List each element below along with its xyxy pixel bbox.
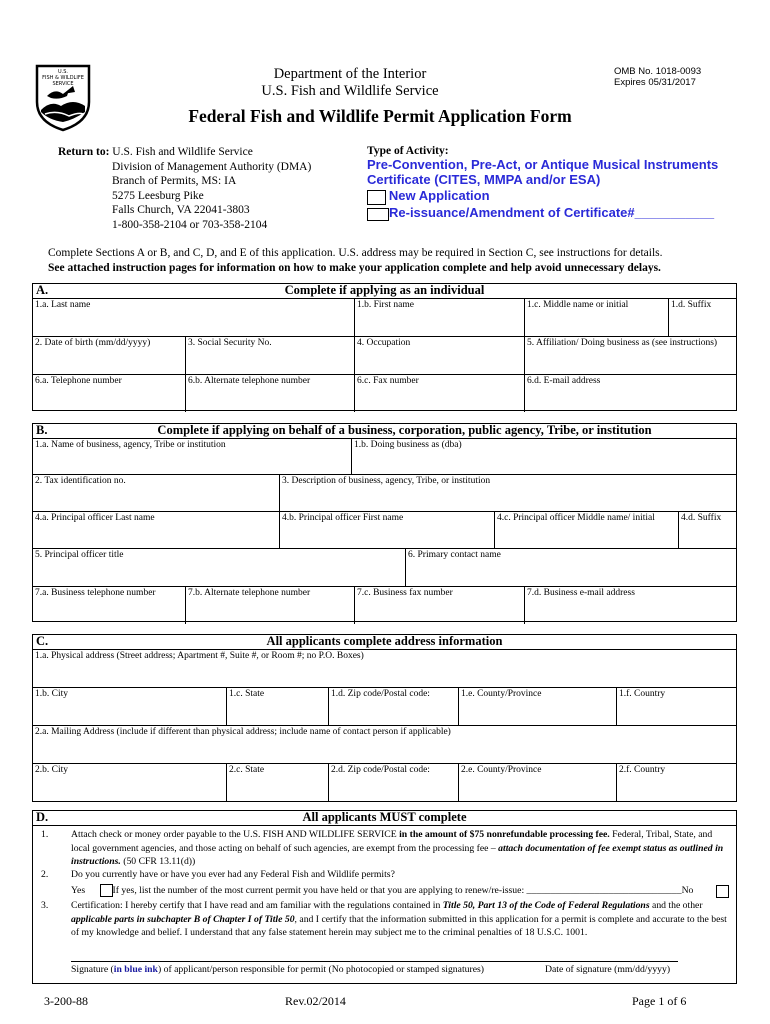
- cert-text-d: applicable parts in subchapter B of Chapter I of Title 50: [71, 913, 295, 925]
- primary-contact-field[interactable]: 6. Primary contact name: [408, 550, 501, 560]
- instructions-line-1: Complete Sections A or B, and C, D, and E of this application. U.S. address may be required in Section C, see instructions for details.: [48, 247, 663, 259]
- return-line-3: Branch of Permits, MS: IA: [112, 175, 237, 187]
- return-line-1: U.S. Fish and Wildlife Service: [112, 146, 253, 158]
- signature-label-a: Signature (: [71, 964, 114, 975]
- business-description-field[interactable]: 3. Description of business, agency, Tribe, or institution: [282, 476, 491, 486]
- mail-country-field[interactable]: 2.f. Country: [619, 765, 666, 775]
- telephone-field[interactable]: 6.a. Telephone number: [33, 375, 186, 412]
- section-b-row-1: [33, 439, 736, 475]
- country-field[interactable]: 1.f. Country: [619, 689, 666, 699]
- activity-label: Type of Activity:: [367, 145, 449, 157]
- revision: Rev.02/2014: [285, 994, 346, 1008]
- section-c-header: [33, 635, 736, 650]
- svg-text:FISH & WILDLIFE: FISH & WILDLIFE: [42, 75, 84, 81]
- department-name: Department of the Interior: [273, 66, 427, 82]
- yes-checkbox[interactable]: [100, 884, 113, 897]
- last-name-field[interactable]: 1.a. Last name: [33, 299, 355, 336]
- section-b-title: Complete if applying on behalf of a business, corporation, public agency, Tribe, or institution: [157, 423, 652, 437]
- permit-history-number: 2.: [41, 869, 49, 880]
- middle-name-field[interactable]: 1.c. Middle name or initial: [525, 299, 669, 336]
- section-c-row-3: [33, 726, 736, 764]
- fee-item: [33, 828, 736, 868]
- section-b-letter: B.: [36, 423, 48, 437]
- instructions: [48, 246, 663, 276]
- section-d-title: All applicants MUST complete: [302, 810, 467, 824]
- business-phone-field[interactable]: 7.a. Business telephone number: [33, 587, 186, 624]
- section-a-row-2: [33, 337, 736, 375]
- alt-telephone-field[interactable]: 6.b. Alternate telephone number: [186, 375, 355, 412]
- reissuance-checkbox[interactable]: [367, 208, 389, 221]
- fee-text-c: Federal, Tribal, State, and local government agencies, and those acting on behalf of such agencies, are exempt from the processing fee –: [71, 829, 713, 854]
- mail-zip-field[interactable]: 2.d. Zip code/Postal code:: [329, 764, 459, 801]
- mail-county-field[interactable]: 2.e. County/Province: [459, 764, 617, 801]
- omb-info: [614, 66, 701, 88]
- certification-item: [33, 899, 736, 957]
- agency-heading: [200, 66, 500, 100]
- section-d-letter: D.: [36, 810, 49, 824]
- cert-text-b: Title 50, Part 13 of the Code of Federal Regulations: [442, 900, 650, 911]
- officer-middle-name-field[interactable]: 4.c. Principal officer Middle name/ initial: [495, 512, 679, 548]
- section-c-row-2: [33, 688, 736, 726]
- fee-item-number: 1.: [41, 829, 49, 840]
- svg-text:SERVICE: SERVICE: [52, 81, 74, 87]
- section-a-header: [33, 284, 736, 299]
- service-name: U.S. Fish and Wildlife Service: [261, 83, 439, 99]
- svg-text:U.S.: U.S.: [57, 69, 69, 75]
- business-fax-field[interactable]: 7.c. Business fax number: [355, 587, 525, 624]
- instructions-line-2: See attached instruction pages for information on how to make your application complete and help avoid unnecessary delays.: [48, 262, 661, 274]
- signature-label: [71, 963, 484, 977]
- city-field[interactable]: 1.b. City: [33, 688, 227, 725]
- section-a: [32, 283, 737, 411]
- section-a-letter: A.: [36, 283, 49, 297]
- return-line-4: 5275 Leesburg Pike: [112, 189, 204, 202]
- email-field[interactable]: 6.d. E-mail address: [527, 376, 601, 386]
- officer-last-name-field[interactable]: 4.a. Principal officer Last name: [33, 512, 280, 548]
- mail-city-field[interactable]: 2.b. City: [33, 764, 227, 801]
- return-line-2: Division of Management Authority (DMA): [112, 160, 312, 173]
- section-d-items: [33, 826, 736, 979]
- section-c: [32, 634, 737, 802]
- mail-state-field[interactable]: 2.c. State: [227, 764, 329, 801]
- officer-suffix-field[interactable]: 4.d. Suffix: [681, 513, 722, 523]
- signature-line[interactable]: [71, 957, 678, 962]
- section-c-row-4: [33, 764, 736, 801]
- section-d: [32, 810, 737, 984]
- section-b-row-3: [33, 512, 736, 549]
- section-d-header: [33, 811, 736, 826]
- omb-expires: Expires 05/31/2017: [614, 77, 696, 88]
- section-c-row-1: [33, 650, 736, 688]
- section-c-title: All applicants complete address information: [266, 634, 503, 648]
- section-b-row-4: [33, 549, 736, 587]
- county-field[interactable]: 1.e. County/Province: [459, 688, 617, 725]
- section-b-row-5: [33, 587, 736, 624]
- affiliation-field[interactable]: 5. Affiliation/ Doing business as (see instructions): [527, 338, 718, 348]
- return-address: [58, 145, 311, 232]
- signature-blue-ink: in blue ink: [113, 964, 158, 975]
- return-line-5: Falls Church, VA 22041-3803: [112, 204, 250, 216]
- fee-text-e: (50 CFR 13.11(d)): [120, 856, 196, 867]
- no-label: No: [681, 884, 694, 896]
- activity-line-1: Pre-Convention, Pre-Act, or Antique Musical Instruments: [367, 157, 719, 172]
- new-application-label: New Application: [388, 188, 490, 203]
- dba-field[interactable]: 1.b. Doing business as (dba): [354, 440, 462, 450]
- no-checkbox[interactable]: [716, 885, 729, 898]
- section-a-row-1: [33, 299, 736, 337]
- return-line-6: 1-800-358-2104 or 703-358-2104: [112, 218, 268, 231]
- ssn-field[interactable]: 3. Social Security No.: [186, 337, 355, 374]
- permit-history-item: [33, 868, 736, 899]
- signature-area: [33, 957, 736, 979]
- mailing-address-field[interactable]: 2.a. Mailing Address (include if different than physical address; include name of contact person if applicable): [35, 727, 451, 737]
- business-name-field[interactable]: 1.a. Name of business, agency, Tribe or institution: [33, 439, 352, 474]
- first-name-field[interactable]: 1.b. First name: [355, 299, 525, 336]
- form-number: 3-200-88: [44, 994, 88, 1008]
- zip-field[interactable]: 1.d. Zip code/Postal code:: [329, 688, 459, 725]
- section-b-header: [33, 424, 736, 439]
- officer-first-name-field[interactable]: 4.b. Principal officer First name: [280, 512, 495, 548]
- cert-text-c: and the other: [649, 900, 703, 911]
- permit-number-prompt[interactable]: If yes, list the number of the most current permit you have held or that you are applying to renew/re-issue: ________________________________: [112, 884, 682, 896]
- alt-phone-field[interactable]: 7.b. Alternate telephone number: [186, 587, 355, 624]
- fax-field[interactable]: 6.c. Fax number: [355, 375, 525, 412]
- cert-text-a: Certification: I hereby certify that I have read and am familiar with the regulations contained in: [71, 900, 443, 911]
- fee-text-d: attach documentation of fee exempt status as outlined in instructions.: [71, 842, 724, 867]
- activity-line-2: Certificate (CITES, MMPA and/or ESA): [367, 172, 601, 187]
- section-b-row-2: [33, 475, 736, 512]
- officer-title-field[interactable]: 5. Principal officer title: [33, 549, 406, 586]
- fee-text-a: Attach check or money order payable to the U.S. FISH AND WILDLIFE SERVICE: [71, 829, 400, 840]
- yes-label: Yes: [71, 884, 86, 896]
- date-signature-label: Date of signature (mm/dd/yyyy): [545, 964, 671, 975]
- occupation-field[interactable]: 4. Occupation: [355, 337, 525, 374]
- business-email-field[interactable]: 7.d. Business e-mail address: [527, 588, 635, 598]
- omb-number: OMB No. 1018-0093: [614, 66, 702, 77]
- return-to-label: Return to:: [58, 146, 110, 158]
- section-b: [32, 423, 737, 622]
- section-a-row-3: [33, 375, 736, 412]
- certification-number: 3.: [41, 900, 49, 911]
- permit-history-question: Do you currently have or have you ever had any Federal Fish and Wildlife permits?: [71, 869, 395, 880]
- cert-text-e: , and I certify that the information submitted in this application for a permit is complete and accurate to the best of my knowledge and belief. I understand that any false statement herein may subject me to the criminal penalties of 18 U.S.C. 1001.: [71, 913, 727, 938]
- dob-field[interactable]: 2. Date of birth (mm/dd/yyyy): [33, 337, 186, 374]
- new-application-checkbox[interactable]: [367, 190, 386, 205]
- usfws-logo: [33, 62, 93, 132]
- type-of-activity: [367, 145, 718, 221]
- physical-address-field[interactable]: 1.a. Physical address (Street address; Apartment #, Suite #, or Room #; no P.O. Boxes): [35, 651, 364, 661]
- form-title: Federal Fish and Wildlife Permit Application Form: [188, 106, 572, 126]
- section-a-title: Complete if applying as an individual: [284, 283, 485, 297]
- tax-id-field[interactable]: 2. Tax identification no.: [33, 475, 280, 511]
- page-number: Page 1 of 6: [632, 994, 687, 1008]
- section-c-letter: C.: [36, 634, 49, 648]
- state-field[interactable]: 1.c. State: [227, 688, 329, 725]
- signature-label-b: ) of applicant/person responsible for permit (No photocopied or stamped signatures): [157, 964, 485, 975]
- fee-text-b: in the amount of $75 nonrefundable processing fee.: [399, 829, 610, 840]
- suffix-field[interactable]: 1.d. Suffix: [671, 300, 712, 310]
- reissuance-label: Re-issuance/Amendment of Certificate#___________: [389, 204, 715, 220]
